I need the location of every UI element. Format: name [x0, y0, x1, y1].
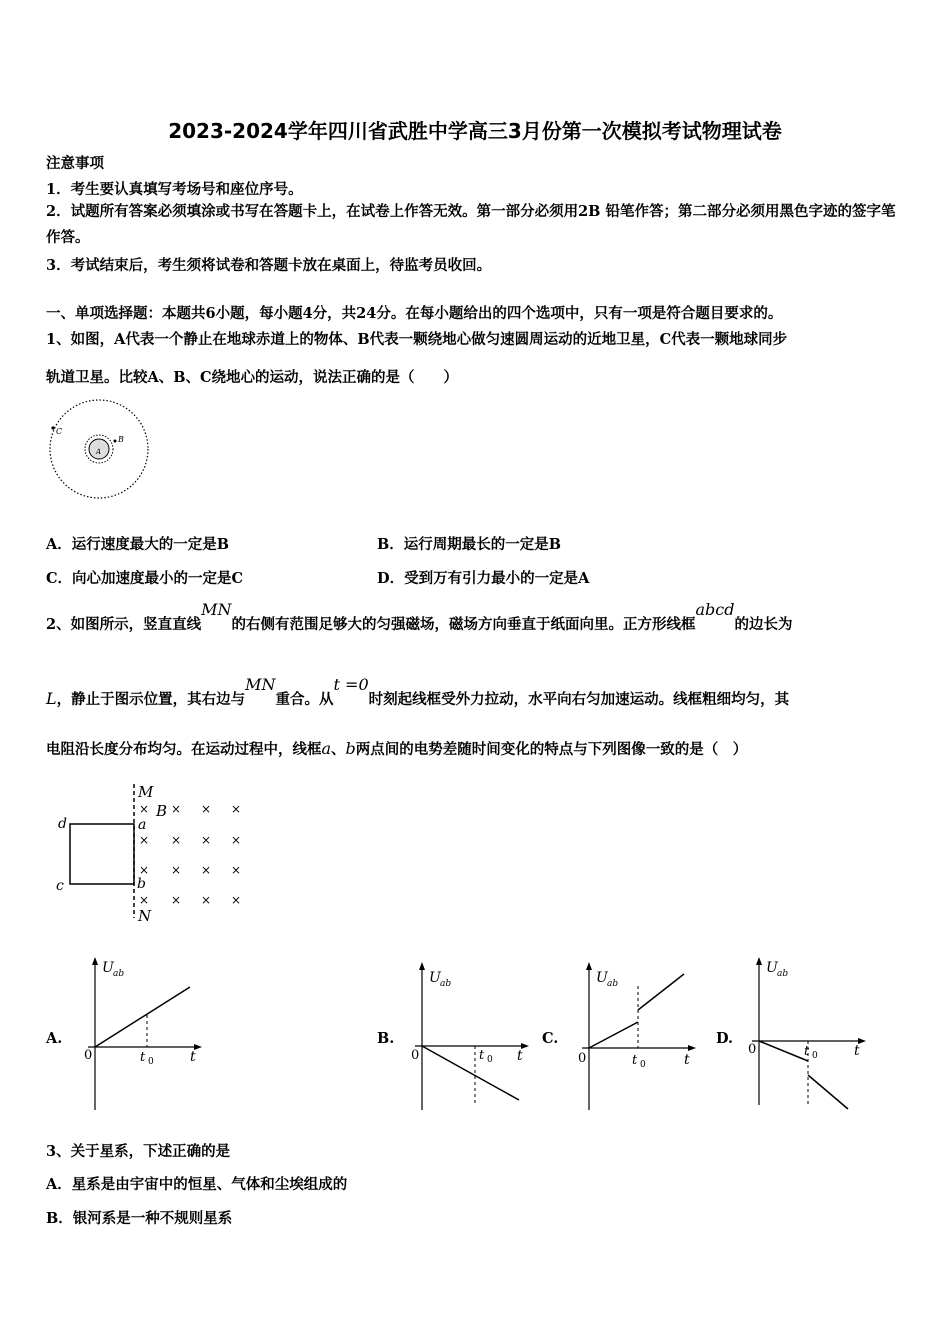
- svg-text:0: 0: [411, 1048, 420, 1063]
- svg-text:t: t: [517, 1048, 523, 1064]
- notice-heading: 注意事项: [46, 155, 104, 172]
- svg-text:t: t: [632, 1053, 638, 1068]
- q1-label-b: B: [118, 435, 124, 444]
- page-title: 2023-2024学年四川省武胜中学高三3月份第一次模拟考试物理试卷: [168, 119, 782, 143]
- svg-text:N: N: [138, 907, 152, 925]
- q2-graph-label-c: C.: [542, 1030, 559, 1047]
- q2-graph-d: [742, 955, 872, 1115]
- svg-text:d: d: [58, 816, 67, 832]
- svg-text:t: t: [854, 1043, 860, 1059]
- q2-stem-line2: L，静止于图示位置，其右边与MN重合。从t =0时刻起线框受外力拉动，水平向右匀加速运动。线框粗细均匀，其: [46, 675, 790, 708]
- svg-text:U: U: [102, 960, 114, 976]
- q3-option-a: A．星系是由宇宙中的恒星、气体和尘埃组成的: [46, 1176, 348, 1193]
- svg-text:×: ×: [171, 802, 182, 816]
- svg-text:a: a: [138, 817, 147, 833]
- q2-graph-label-a: A.: [46, 1030, 63, 1047]
- svg-text:×: ×: [139, 802, 150, 816]
- svg-text:U: U: [429, 970, 441, 986]
- svg-text:b: b: [137, 876, 146, 892]
- q1-option-c: C．向心加速度最小的一定是C: [46, 570, 244, 587]
- svg-text:×: ×: [201, 893, 212, 907]
- q1-option-d: D．受到万有引力最小的一定是A: [377, 570, 590, 587]
- svg-text:×: ×: [171, 893, 182, 907]
- svg-text:×: ×: [231, 893, 242, 907]
- q1-option-b: B．运行周期最长的一定是B: [377, 536, 562, 553]
- svg-text:ab: ab: [777, 969, 789, 979]
- svg-text:×: ×: [231, 863, 242, 877]
- notice-item-2: 2．试题所有答案必须填涂或书写在答题卡上，在试卷上作答无效。第一部分必须用2B 铅笔作答；第二部分必须用黑色字迹的签字笔作答。: [46, 203, 896, 246]
- q2-graph-label-d: D.: [716, 1030, 734, 1047]
- q2-stem-line1: 2、如图所示，竖直直线MN的右侧有范围足够大的匀强磁场，磁场方向垂直于纸面向里。正方形线框abcd的边长为: [46, 600, 793, 633]
- svg-text:×: ×: [139, 893, 150, 907]
- svg-text:0: 0: [640, 1060, 646, 1070]
- q1-orbit-figure: [44, 394, 154, 504]
- q3-option-b: B．银河系是一种不规则星系: [46, 1210, 233, 1227]
- svg-text:M: M: [138, 783, 154, 801]
- section-heading: 一、单项选择题：本题共6小题，每小题4分，共24分。在每小题给出的四个选项中，只有一项是符合题目要求的。: [46, 305, 783, 322]
- svg-text:t: t: [479, 1048, 485, 1063]
- svg-text:t: t: [804, 1044, 810, 1059]
- q2-graph-a: [78, 955, 208, 1115]
- svg-text:×: ×: [201, 863, 212, 877]
- svg-text:×: ×: [139, 863, 150, 877]
- svg-text:ab: ab: [113, 969, 125, 979]
- svg-text:U: U: [766, 960, 778, 976]
- q2-field-figure: [50, 780, 260, 925]
- q2-graph-c: [572, 960, 702, 1115]
- q1-stem-line2: 轨道卫星。比较A、B、C绕地心的运动，说法正确的是（ ）: [46, 369, 459, 386]
- q1-option-a: A．运行速度最大的一定是B: [46, 536, 230, 553]
- q2-graph-label-b: B.: [377, 1030, 395, 1047]
- q2-graph-b: [405, 960, 535, 1115]
- svg-text:×: ×: [201, 833, 212, 847]
- svg-text:t: t: [190, 1049, 196, 1065]
- svg-text:0: 0: [578, 1051, 587, 1066]
- svg-text:0: 0: [148, 1057, 154, 1067]
- q2-stem-line3: 电阻沿长度分布均匀。在运动过程中，线框a、b两点间的电势差随时间变化的特点与下列图像一致的是（ ）: [46, 739, 748, 758]
- q1-label-c: C: [56, 427, 63, 436]
- svg-text:B: B: [156, 802, 168, 820]
- notice-item-3: 3．考试结束后，考生须将试卷和答题卡放在桌面上，待监考员收回。: [46, 257, 492, 274]
- svg-text:c: c: [56, 878, 64, 894]
- svg-text:0: 0: [812, 1051, 818, 1061]
- q1-stem-line1: 1、如图，A代表一个静止在地球赤道上的物体、B代表一颗绕地心做匀速圆周运动的近地卫星，C代表一颗地球同步: [46, 331, 788, 348]
- svg-text:t: t: [684, 1052, 690, 1068]
- svg-text:×: ×: [231, 802, 242, 816]
- q3-stem: 3、关于星系，下述正确的是: [46, 1143, 231, 1160]
- svg-text:×: ×: [231, 833, 242, 847]
- svg-text:t: t: [140, 1050, 146, 1065]
- svg-text:ab: ab: [607, 979, 619, 989]
- svg-text:0: 0: [748, 1042, 757, 1057]
- notice-item-1: 1．考生要认真填写考场号和座位序号。: [46, 181, 303, 198]
- svg-text:×: ×: [171, 833, 182, 847]
- svg-text:×: ×: [201, 802, 212, 816]
- svg-text:0: 0: [487, 1055, 493, 1065]
- svg-text:U: U: [596, 970, 608, 986]
- q1-label-a: A: [96, 448, 102, 456]
- svg-text:0: 0: [84, 1048, 93, 1063]
- svg-text:×: ×: [139, 833, 150, 847]
- svg-text:×: ×: [171, 863, 182, 877]
- svg-text:ab: ab: [440, 979, 452, 989]
